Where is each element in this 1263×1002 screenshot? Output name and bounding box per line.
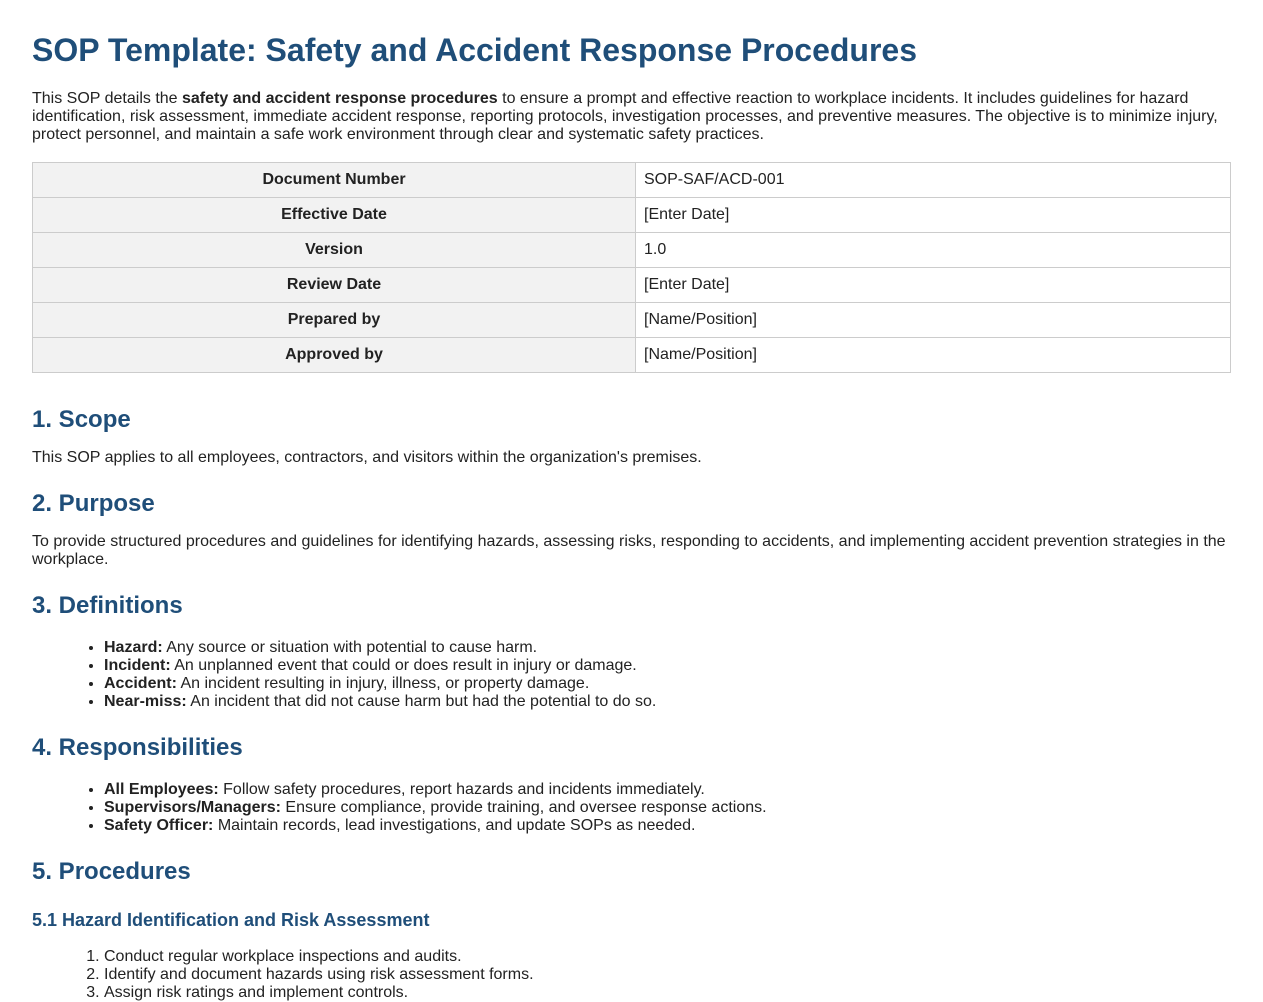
table-value-cell: [Name/Position] <box>636 303 1231 338</box>
definition-text: An incident resulting in injury, illness, or property damage. <box>176 675 590 692</box>
purpose-text: To provide structured procedures and guidelines for identifying hazards, assessing risks, responding to accidents, and implementing accident prevention strategies in the workplace. <box>32 533 1226 568</box>
section-heading-procedures: 5. Procedures <box>32 858 191 885</box>
table-row <box>33 303 1231 338</box>
hazard-steps-list <box>32 948 1231 1002</box>
scope-text: This SOP applies to all employees, contractors, and visitors within the organization's premises. <box>32 449 702 466</box>
role-description: Maintain records, lead investigations, and update SOPs as needed. <box>213 817 696 834</box>
table-row <box>33 233 1231 268</box>
table-label-cell: Effective Date <box>33 198 636 233</box>
list-item <box>104 639 1231 657</box>
subsection-heading-hazard-identification: 5.1 Hazard Identification and Risk Assessment <box>32 910 430 930</box>
intro-emphasis: safety and accident response procedures <box>182 90 498 107</box>
table-row <box>33 198 1231 233</box>
table-row <box>33 268 1231 303</box>
table-label-cell: Approved by <box>33 338 636 373</box>
list-item <box>104 799 1231 817</box>
definition-text: An unplanned event that could or does result in injury or damage. <box>170 657 637 674</box>
definition-text: Any source or situation with potential to cause harm. <box>162 639 538 656</box>
intro-text-start: This SOP details the <box>32 90 182 107</box>
page-title: SOP Template: Safety and Accident Response Procedures <box>32 32 918 68</box>
role-name: Supervisors/Managers: <box>104 799 281 816</box>
intro-text-end: to ensure a prompt and effective reaction to workplace incidents. It includes guidelines for hazard identification, risk assessment, immediate accident response, reporting protocols, investigation processes, and preventive measures. The objective is to minimize injury, protect personnel, and maintain a safe work environment through clear and systematic safety practices. <box>32 90 1218 143</box>
responsibilities-list <box>32 781 1231 835</box>
list-item <box>104 675 1231 693</box>
table-value-cell: SOP-SAF/ACD-001 <box>636 163 1231 198</box>
document-info-table <box>32 162 1231 373</box>
role-description: Ensure compliance, provide training, and oversee response actions. <box>280 799 767 816</box>
table-value-cell: 1.0 <box>636 233 1231 268</box>
list-item: 2. Identify and document hazards using risk assessment forms. <box>104 966 1231 984</box>
intro-paragraph <box>32 90 1231 144</box>
section-heading-scope: 1. Scope <box>32 406 131 433</box>
definition-term: Near-miss: <box>104 693 187 710</box>
list-item <box>104 657 1231 675</box>
list-item <box>104 781 1231 799</box>
definition-text: An incident that did not cause harm but had the potential to do so. <box>186 693 657 710</box>
section-heading-definitions: 3. Definitions <box>32 592 183 619</box>
table-value-cell: [Enter Date] <box>636 198 1231 233</box>
table-label-cell: Version <box>33 233 636 268</box>
table-row <box>33 338 1231 373</box>
list-item: 3. Assign risk ratings and implement controls. <box>104 984 1231 1002</box>
table-label-cell: Document Number <box>33 163 636 198</box>
table-label-cell: Review Date <box>33 268 636 303</box>
definition-term: Accident: <box>104 675 177 692</box>
table-value-cell: [Enter Date] <box>636 268 1231 303</box>
section-heading-responsibilities: 4. Responsibilities <box>32 734 243 761</box>
table-row <box>33 163 1231 198</box>
table-label-cell: Prepared by <box>33 303 636 338</box>
role-name: All Employees: <box>104 781 219 798</box>
role-description: Follow safety procedures, report hazards and incidents immediately. <box>218 781 705 798</box>
definition-term: Hazard: <box>104 639 163 656</box>
definitions-list <box>32 639 1231 711</box>
list-item <box>104 693 1231 711</box>
role-name: Safety Officer: <box>104 817 214 834</box>
list-item: 1. Conduct regular workplace inspections and audits. <box>104 948 1231 966</box>
section-heading-purpose: 2. Purpose <box>32 490 155 517</box>
table-value-cell: [Name/Position] <box>636 338 1231 373</box>
list-item <box>104 817 1231 835</box>
definition-term: Incident: <box>104 657 171 674</box>
